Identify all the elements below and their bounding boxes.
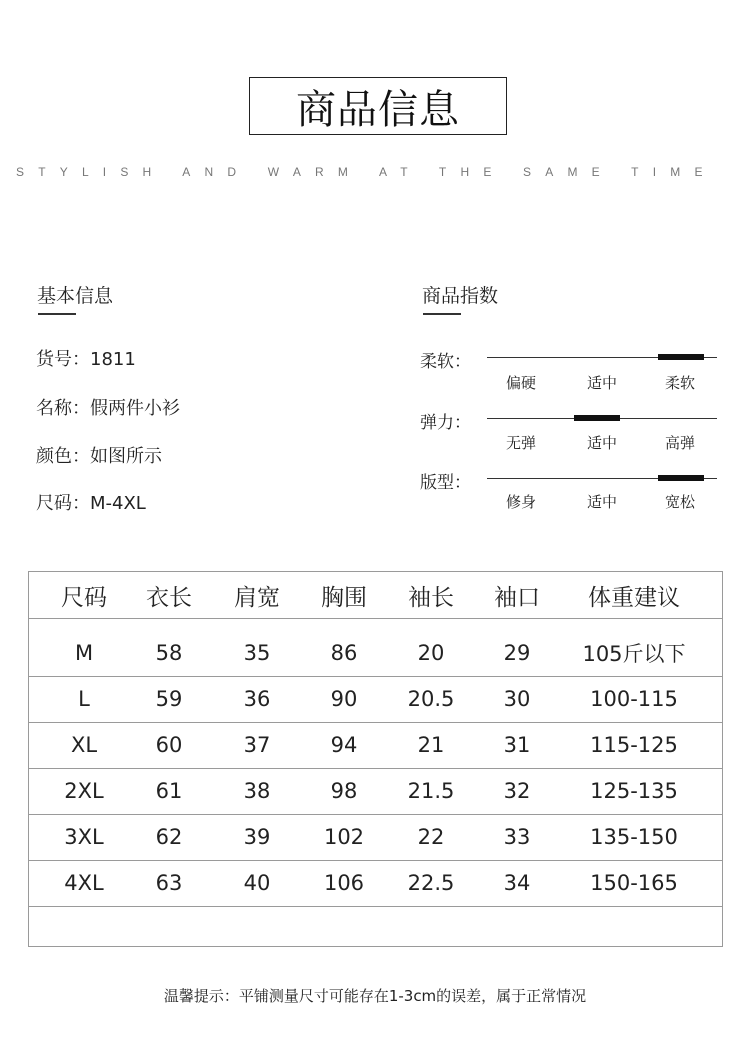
index-marker-elasticity [574,415,620,421]
table-row [29,722,722,769]
table-header-row [29,572,722,619]
index-option: 适中 [586,434,617,452]
size-table [28,571,723,947]
table-cell: 98 [330,779,358,803]
index-label-elasticity: 弹力： [420,413,471,433]
table-header-cell: 肩宽 [234,584,280,611]
table-cell: 150-165 [590,871,678,895]
index-option: 修身 [505,493,536,511]
table-cell: 115-125 [590,733,678,757]
table-cell: 39 [243,825,271,849]
basic-info-value: M-4XL [90,493,146,514]
table-cell: 90 [330,687,358,711]
index-option: 高弹 [664,434,695,452]
table-cell: 125-135 [590,779,678,803]
basic-info-row-size [36,489,146,515]
index-option: 偏硬 [505,374,536,392]
table-cell: 62 [155,825,183,849]
table-cell: 20 [417,641,445,665]
table-cell: 30 [503,687,531,711]
table-cell: 100-115 [590,687,678,711]
basic-info-label: 尺码： [36,493,90,514]
table-cell: 40 [243,871,271,895]
product-index-heading: 商品指数 [422,285,499,307]
basic-info-row-color [36,442,162,468]
table-cell: 32 [503,779,531,803]
basic-info-value: 1811 [90,349,136,370]
table-header-cell: 尺码 [61,584,107,611]
page-title: 商品信息 [249,77,507,135]
table-cell: 20.5 [407,687,455,711]
table-cell: 38 [243,779,271,803]
product-index-underline [423,313,461,315]
table-header-cell: 衣长 [146,584,192,611]
index-label-fit: 版型： [420,473,471,493]
index-option: 柔软 [664,374,695,392]
basic-info-label: 货号： [36,349,90,370]
table-header-cell: 胸围 [321,584,367,611]
table-row [29,814,722,861]
index-option: 无弹 [505,434,536,452]
index-option: 适中 [586,374,617,392]
basic-info-row-item-no [36,345,136,371]
basic-info-label: 名称： [36,398,90,419]
table-cell: 63 [155,871,183,895]
table-row [29,630,722,677]
table-header-cell: 袖口 [494,584,540,611]
table-cell: 2XL [64,779,104,803]
table-cell: 61 [155,779,183,803]
index-marker-softness [658,354,704,360]
table-cell: L [78,687,90,711]
table-cell: 3XL [64,825,104,849]
table-cell: 21.5 [407,779,455,803]
table-cell: 60 [155,733,183,757]
table-cell: 36 [243,687,271,711]
table-cell: M [74,641,94,665]
table-cell: 4XL [64,871,104,895]
table-cell: 21 [417,733,445,757]
table-row [29,676,722,723]
index-label-softness: 柔软： [420,352,471,372]
table-cell: 105斤以下 [582,642,686,666]
table-row [29,768,722,815]
basic-info-heading: 基本信息 [37,285,114,307]
index-option: 宽松 [664,493,695,511]
table-cell: 37 [243,733,271,757]
table-cell: 22 [417,825,445,849]
basic-info-value: 假两件小衫 [90,398,180,419]
table-header-cell: 体重建议 [588,584,680,611]
table-cell: 94 [330,733,358,757]
index-option: 适中 [586,493,617,511]
table-cell: 33 [503,825,531,849]
table-cell: 106 [323,871,365,895]
table-cell: XL [70,733,98,757]
basic-info-value: 如图所示 [90,446,162,467]
table-row [29,860,722,907]
table-cell: 34 [503,871,531,895]
table-header-cell: 袖长 [408,584,454,611]
table-cell: 22.5 [407,871,455,895]
basic-info-label: 颜色： [36,446,90,467]
table-cell: 29 [503,641,531,665]
basic-info-row-name [36,394,180,420]
basic-info-underline [38,313,76,315]
table-cell: 135-150 [590,825,678,849]
table-cell: 86 [330,641,358,665]
index-marker-fit [658,475,704,481]
table-cell: 35 [243,641,271,665]
table-cell: 59 [155,687,183,711]
measurement-note: 温馨提示：平铺测量尺寸可能存在1-3cm的误差，属于正常情况 [163,987,587,1005]
subtitle: STYLISH AND WARM AT THE SAME TIME [16,165,717,179]
table-cell: 58 [155,641,183,665]
table-cell: 102 [323,825,365,849]
table-cell: 31 [503,733,531,757]
